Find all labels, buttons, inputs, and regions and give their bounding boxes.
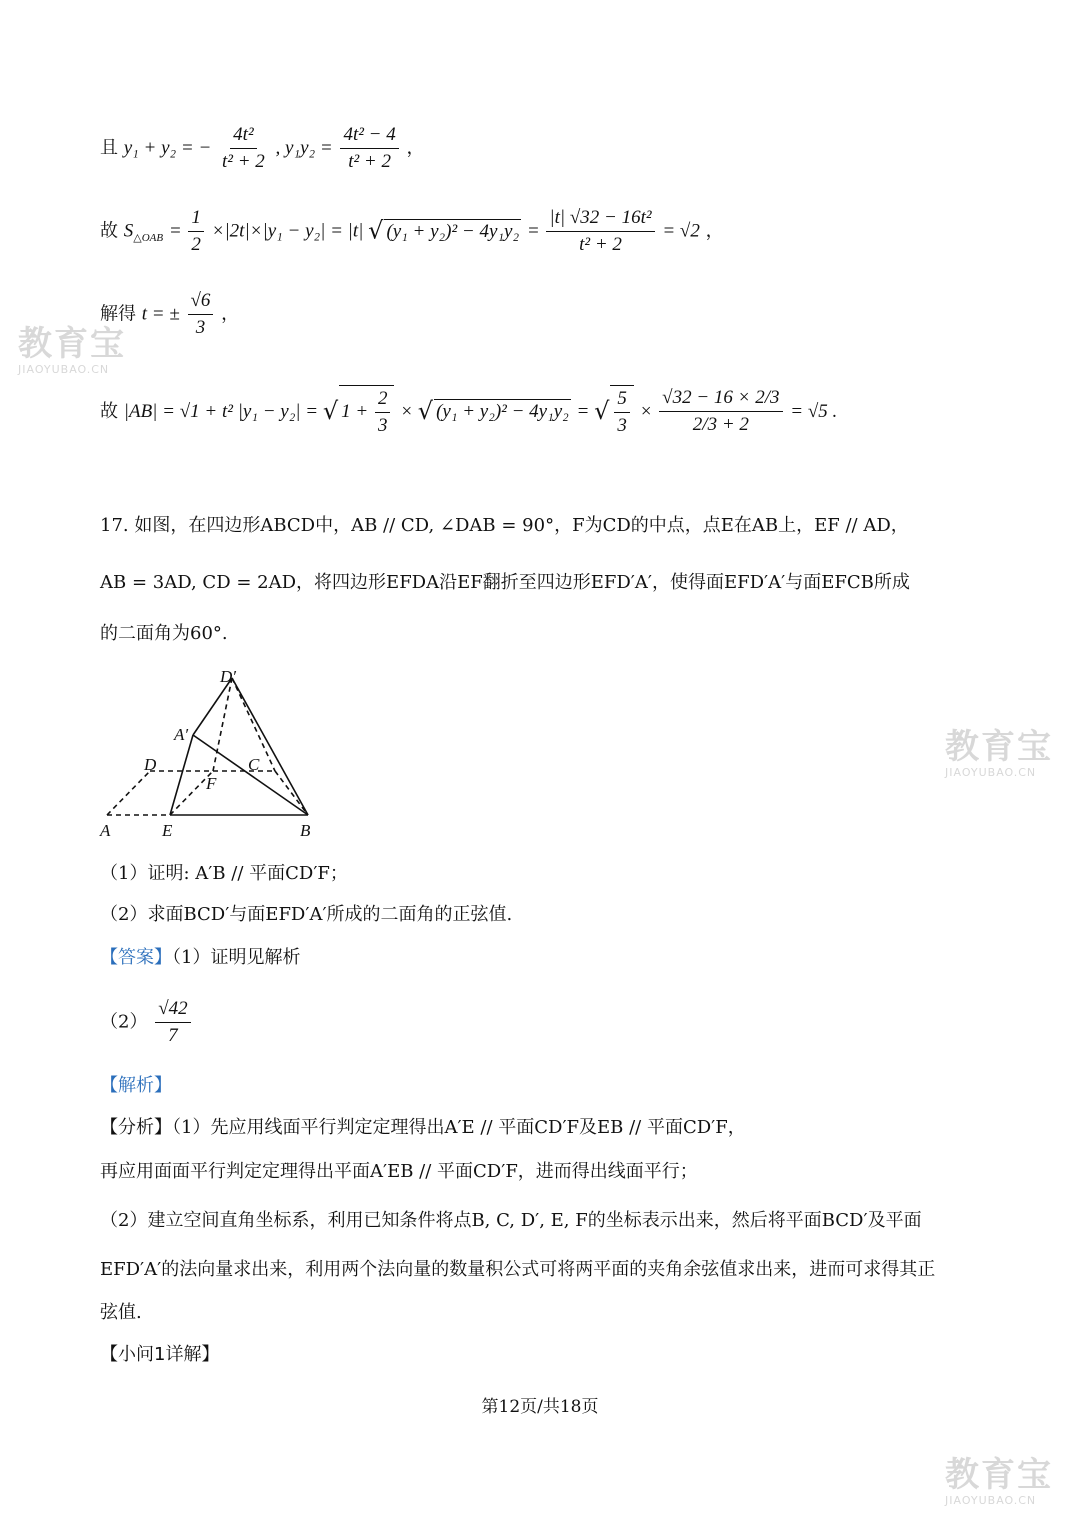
label-A1: A′	[174, 725, 189, 744]
watermark: 教育宝 JIAOYUBAO.CN	[945, 1455, 1053, 1507]
watermark: 教育宝 JIAOYUBAO.CN	[945, 727, 1053, 779]
geometry-figure	[90, 660, 340, 845]
question-2: （2）求面BCD′与面EFD′A′所成的二面角的正弦值.	[100, 904, 513, 925]
analysis-p5: 弦值.	[100, 1302, 142, 1323]
label-F: F	[206, 774, 217, 793]
edge-CB	[275, 771, 308, 815]
formula-line-3: 解得 t = ± $\frac{√6}{3}$ ，	[100, 290, 240, 338]
label-E: E	[162, 821, 173, 840]
analysis-tag: 【解析】	[100, 1075, 172, 1096]
problem-line-2: AB = 3AD, CD = 2AD，将四边形EFDA沿EF翻折至四边形EFD′A′，使得面EFD′A′与面EFCB所成	[100, 572, 910, 593]
label-C: C	[248, 755, 260, 774]
answer-2: （2） $\frac{√42}{7}$	[100, 996, 193, 1049]
answer-line: 【答案】（1）证明见解析	[100, 947, 301, 968]
edge-A1E	[170, 735, 193, 815]
question-1: （1）证明: A′B // 平面CD′F；	[100, 863, 348, 884]
label-B: B	[300, 821, 311, 840]
subquestion-1-heading: 【小问1详解】	[100, 1344, 220, 1365]
label-D: D	[144, 755, 157, 774]
edge-D1B	[232, 678, 308, 815]
analysis-p1: 【分析】（1）先应用线面平行判定定理得出A′E // 平面CD′F及EB // 平面CD′F，	[100, 1117, 746, 1138]
problem-line-1: 17. 如图，在四边形ABCD中，AB // CD, ∠DAB = 90°，F为CD的中点，点E在AB上，EF // AD，	[100, 515, 909, 536]
problem-line-3: 的二面角为60°.	[100, 623, 228, 644]
watermark: 教育宝 JIAOYUBAO.CN	[18, 324, 126, 376]
edge-AD	[107, 771, 150, 815]
formula-line-4: 故 |AB| = √1 + t² |y₁ − y₂| = √ 1 + $\frac{2}{3}$ × √ (y₁ + y₂)² − 4y₁y₂ = √ $\frac{5}{3}$ × $\frac{√32 - 16 \times 2/3}{2/3 + 2}$ = √5 .	[100, 385, 837, 439]
analysis-p4: EFD′A′的法向量求出来，利用两个法向量的数量积公式可将两平面的夹角余弦值求出来，进而可求得其正	[100, 1259, 936, 1280]
label-D1: D′	[220, 667, 236, 686]
page-footer: 第12页/共18页	[481, 1397, 599, 1417]
answer-tag: 【答案】	[100, 947, 172, 968]
formula-line-2: 故 $S_{\triangle OAB}$ = $\frac{1}{2}$ ×|2t|×|y₁ − y₂| = |t| √ (y₁ + y₂)² − 4y₁y₂ = $\frac{\text{|t| √32 − 16t²}}{\text{t² + 2}}$ = √2 ，	[100, 207, 724, 255]
label-A: A	[100, 821, 111, 840]
formula-line-1: 且 y₁ + y₂ = − $\frac{\text{4t²}}{\text{t² + 2}}$ , y₁y₂ = $\frac{\text{4t² − 4}}{\text{t² + 2}}$ ，	[100, 124, 425, 172]
analysis-p2: 再应用面面平行判定定理得出平面A′EB // 平面CD′F，进而得出线面平行；	[100, 1161, 698, 1182]
analysis-p3: （2）建立空间直角坐标系，利用已知条件将点B, C, D′, E, F的坐标表示出来，然后将平面BCD′及平面	[100, 1210, 922, 1231]
